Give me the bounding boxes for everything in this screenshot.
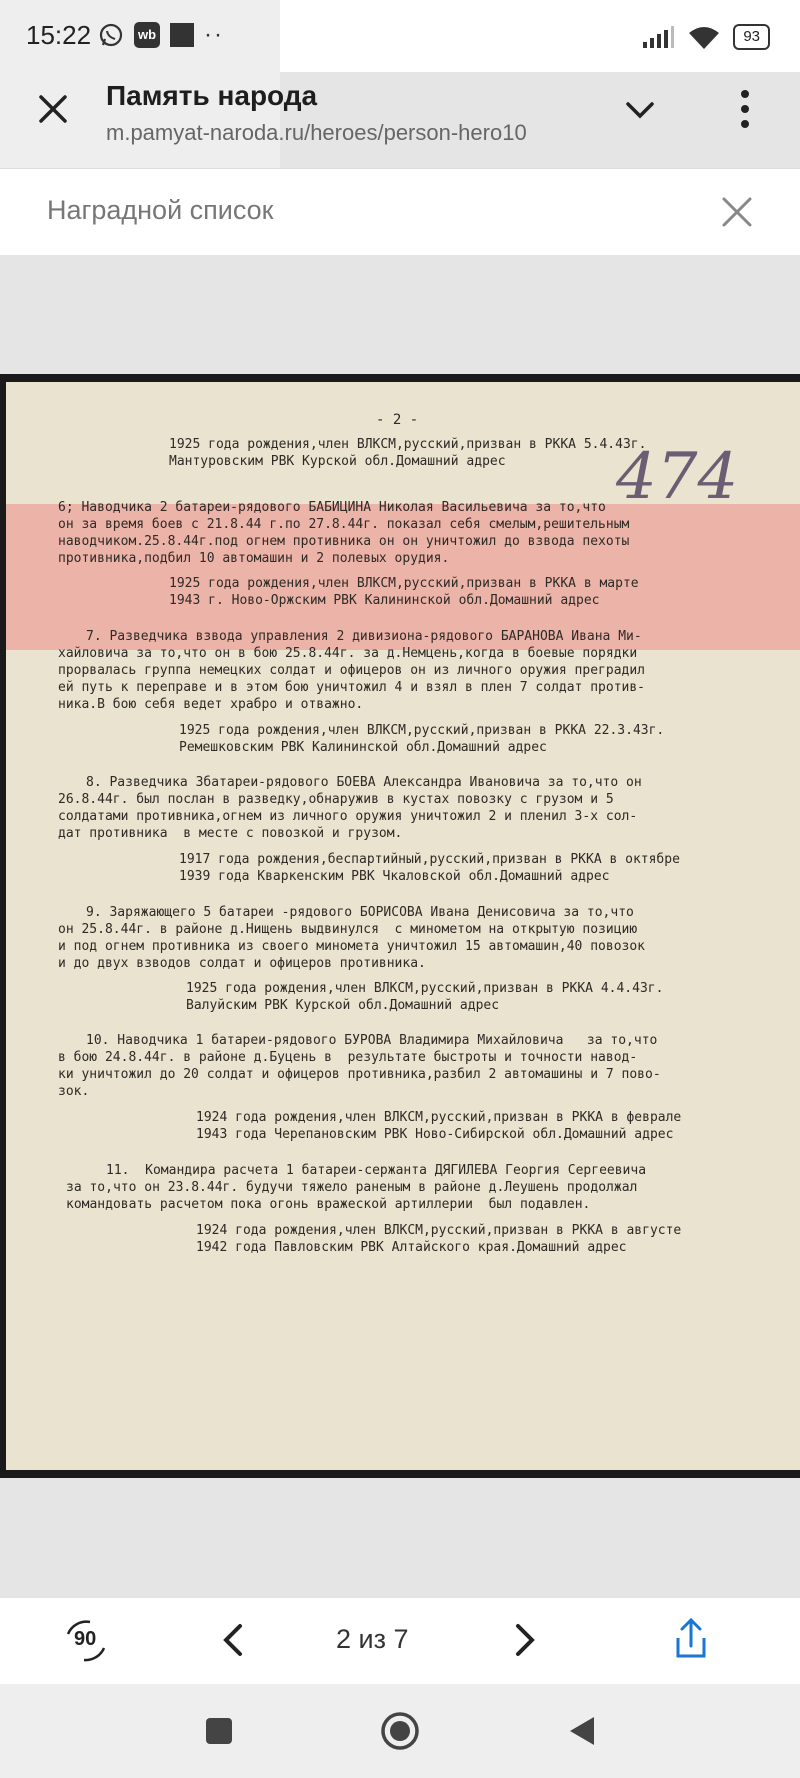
document-line: 11. Командира расчета 1 батареи-сержанта ДЯГИЛЕВА Георгия Сергеевича	[106, 1163, 647, 1178]
document-line: Валуйским РВК Курской обл.Домашний адрес	[186, 998, 500, 1013]
wifi-icon	[687, 24, 721, 50]
document-image[interactable]	[0, 374, 800, 1478]
page-marker: - 2 -	[376, 412, 419, 428]
document-line: ника.В бою себя ведет храбро и отважно.	[58, 697, 364, 712]
document-line: он за время боев с 21.8.44 г.по 27.8.44г. показал себя смелым,решительным	[58, 517, 630, 532]
document-line: 7. Разведчика взвода управления 2 дивизиона-рядового БАРАНОВА Ивана Ми-	[86, 629, 642, 644]
status-icons-right	[641, 24, 770, 50]
document-line: 1917 года рождения,беспартийный,русский,призван в РККА в октябре	[179, 852, 680, 867]
document-line: 1925 года рождения,член ВЛКСМ,русский,призван в РККА 5.4.43г.	[169, 437, 647, 452]
document-line: 26.8.44г. был послан в разведку,обнаружив в кустах повозку с грузом и 5	[58, 792, 614, 807]
rotate-button[interactable]	[60, 1618, 114, 1664]
share-icon[interactable]	[670, 1616, 712, 1662]
document-line: 6; Наводчика 2 батареи-рядового БАБИЦИНА Николая Васильевича за то,что	[58, 500, 606, 515]
document-line: 8. Разведчика 3батареи-рядового БОЕВА Александра Ивановича за то,что он	[86, 775, 642, 790]
document-line: 1924 года рождения,член ВЛКСМ,русский,призван в РККА в августе	[196, 1223, 682, 1238]
chevron-down-icon[interactable]	[620, 90, 660, 130]
status-time: 15:22	[26, 20, 92, 50]
document-line: и под огнем противника из своего миномета уничтожил 15 автомашин,40 повозок	[58, 939, 645, 954]
back-icon[interactable]	[566, 1714, 598, 1748]
page-indicator: 2 из 7	[336, 1624, 409, 1654]
document-line: за то,что он 23.8.44г. будучи тяжело раненым в районе д.Леушень продолжал	[66, 1180, 638, 1195]
viewer-toolbar	[0, 1598, 800, 1684]
close-icon[interactable]	[30, 86, 76, 132]
document-line: он 25.8.44г. в районе д.Нищень выдвинулся с минометом на открытую позицию	[58, 922, 638, 937]
browser-top-bar	[0, 72, 800, 168]
more-vert-icon[interactable]	[730, 86, 760, 132]
document-line: 9. Заряжающего 5 батареи -рядового БОРИСОВА Ивана Денисовича за то,что	[86, 905, 634, 920]
whatsapp-icon	[98, 22, 124, 48]
document-line: 10. Наводчика 1 батареи-рядового БУРОВА Владимира Михайловича за то,что	[86, 1033, 658, 1048]
document-line: и до двух взводов солдат и офицеров противника.	[58, 956, 426, 971]
document-line: Ремешковским РВК Калининской обл.Домашний адрес	[179, 740, 547, 755]
status-icons-left	[98, 22, 224, 48]
handwritten-number: 474	[616, 440, 739, 514]
document-line: 1925 года рождения,член ВЛКСМ,русский,призван в РККА 4.4.43г.	[186, 981, 664, 996]
document-line: хайловича за то,что он в бою 25.8.44г. за д.Немцень,когда в боевые порядки	[58, 646, 638, 661]
document-line: 1939 года Кваркенским РВК Чкаловской обл.Домашний адрес	[179, 869, 610, 884]
document-line: противника,подбил 10 автомашин и 2 полевых орудия.	[58, 551, 450, 566]
document-line: наводчиком.25.8.44г.под огнем противника он он уничтожил до взвода пехоты	[58, 534, 630, 549]
document-line: ки уничтожил до 20 солдат и офицеров противника,разбил 2 автомашины и 7 пово-	[58, 1067, 661, 1082]
viewer-title: Наградной список	[47, 195, 274, 225]
wb-app-icon: wb	[134, 22, 160, 48]
home-icon[interactable]	[380, 1711, 420, 1751]
document-line: дат противника в месте с повозкой и грузом.	[58, 826, 403, 841]
document-line: зок.	[58, 1084, 90, 1099]
document-line: прорвалась группа немецких солдат и офицеров он из личного оружия преградил	[58, 663, 645, 678]
close-viewer-icon[interactable]	[714, 189, 760, 235]
document-line: ей путь к переправе и в этом бою уничтожил 4 и взял в плен 7 солдат против-	[58, 680, 645, 695]
document-line: 1925 года рождения,член ВЛКСМ,русский,призван в РККА в марте	[169, 576, 639, 591]
document-line: в бою 24.8.44г. в районе д.Буцень в результате быстроты и точности навод-	[58, 1050, 638, 1065]
system-nav-bar	[0, 1684, 800, 1778]
more-notifications-icon: ··	[204, 21, 224, 48]
document-paper	[6, 382, 800, 1470]
rotate-label: 90	[74, 1628, 97, 1650]
page-url[interactable]: m.pamyat-naroda.ru/heroes/person-hero10	[106, 120, 527, 145]
document-line: Мантуровским РВК Курской обл.Домашний адрес	[169, 454, 506, 469]
document-line: командовать расчетом пока огонь вражеской артиллерии был подавлен.	[66, 1197, 591, 1212]
document-line: 1943 года Черепановским РВК Ново-Сибирской обл.Домашний адрес	[196, 1127, 674, 1142]
document-line: 1943 г. Ново-Оржским РВК Калининской обл.Домашний адрес	[169, 593, 600, 608]
viewer-header	[0, 168, 800, 255]
document-line: 1924 года рождения,член ВЛКСМ,русский,призван в РККА в феврале	[196, 1110, 682, 1125]
chevron-right-icon[interactable]	[504, 1620, 544, 1660]
page-title: Память народа	[106, 80, 318, 111]
recents-icon[interactable]	[206, 1718, 232, 1744]
chevron-left-icon[interactable]	[214, 1620, 254, 1660]
document-line: солдатами противника,огнем из личного оружия уничтожил 2 и пленил 3-х сол-	[58, 809, 638, 824]
document-line: 1925 года рождения,член ВЛКСМ,русский,призван в РККА 22.3.43г.	[179, 723, 665, 738]
signal-icon	[641, 25, 675, 49]
document-line: 1942 года Павловским РВК Алтайского края.Домашний адрес	[196, 1240, 627, 1255]
notification-square-icon	[170, 23, 194, 47]
battery-indicator: 93	[733, 24, 770, 50]
